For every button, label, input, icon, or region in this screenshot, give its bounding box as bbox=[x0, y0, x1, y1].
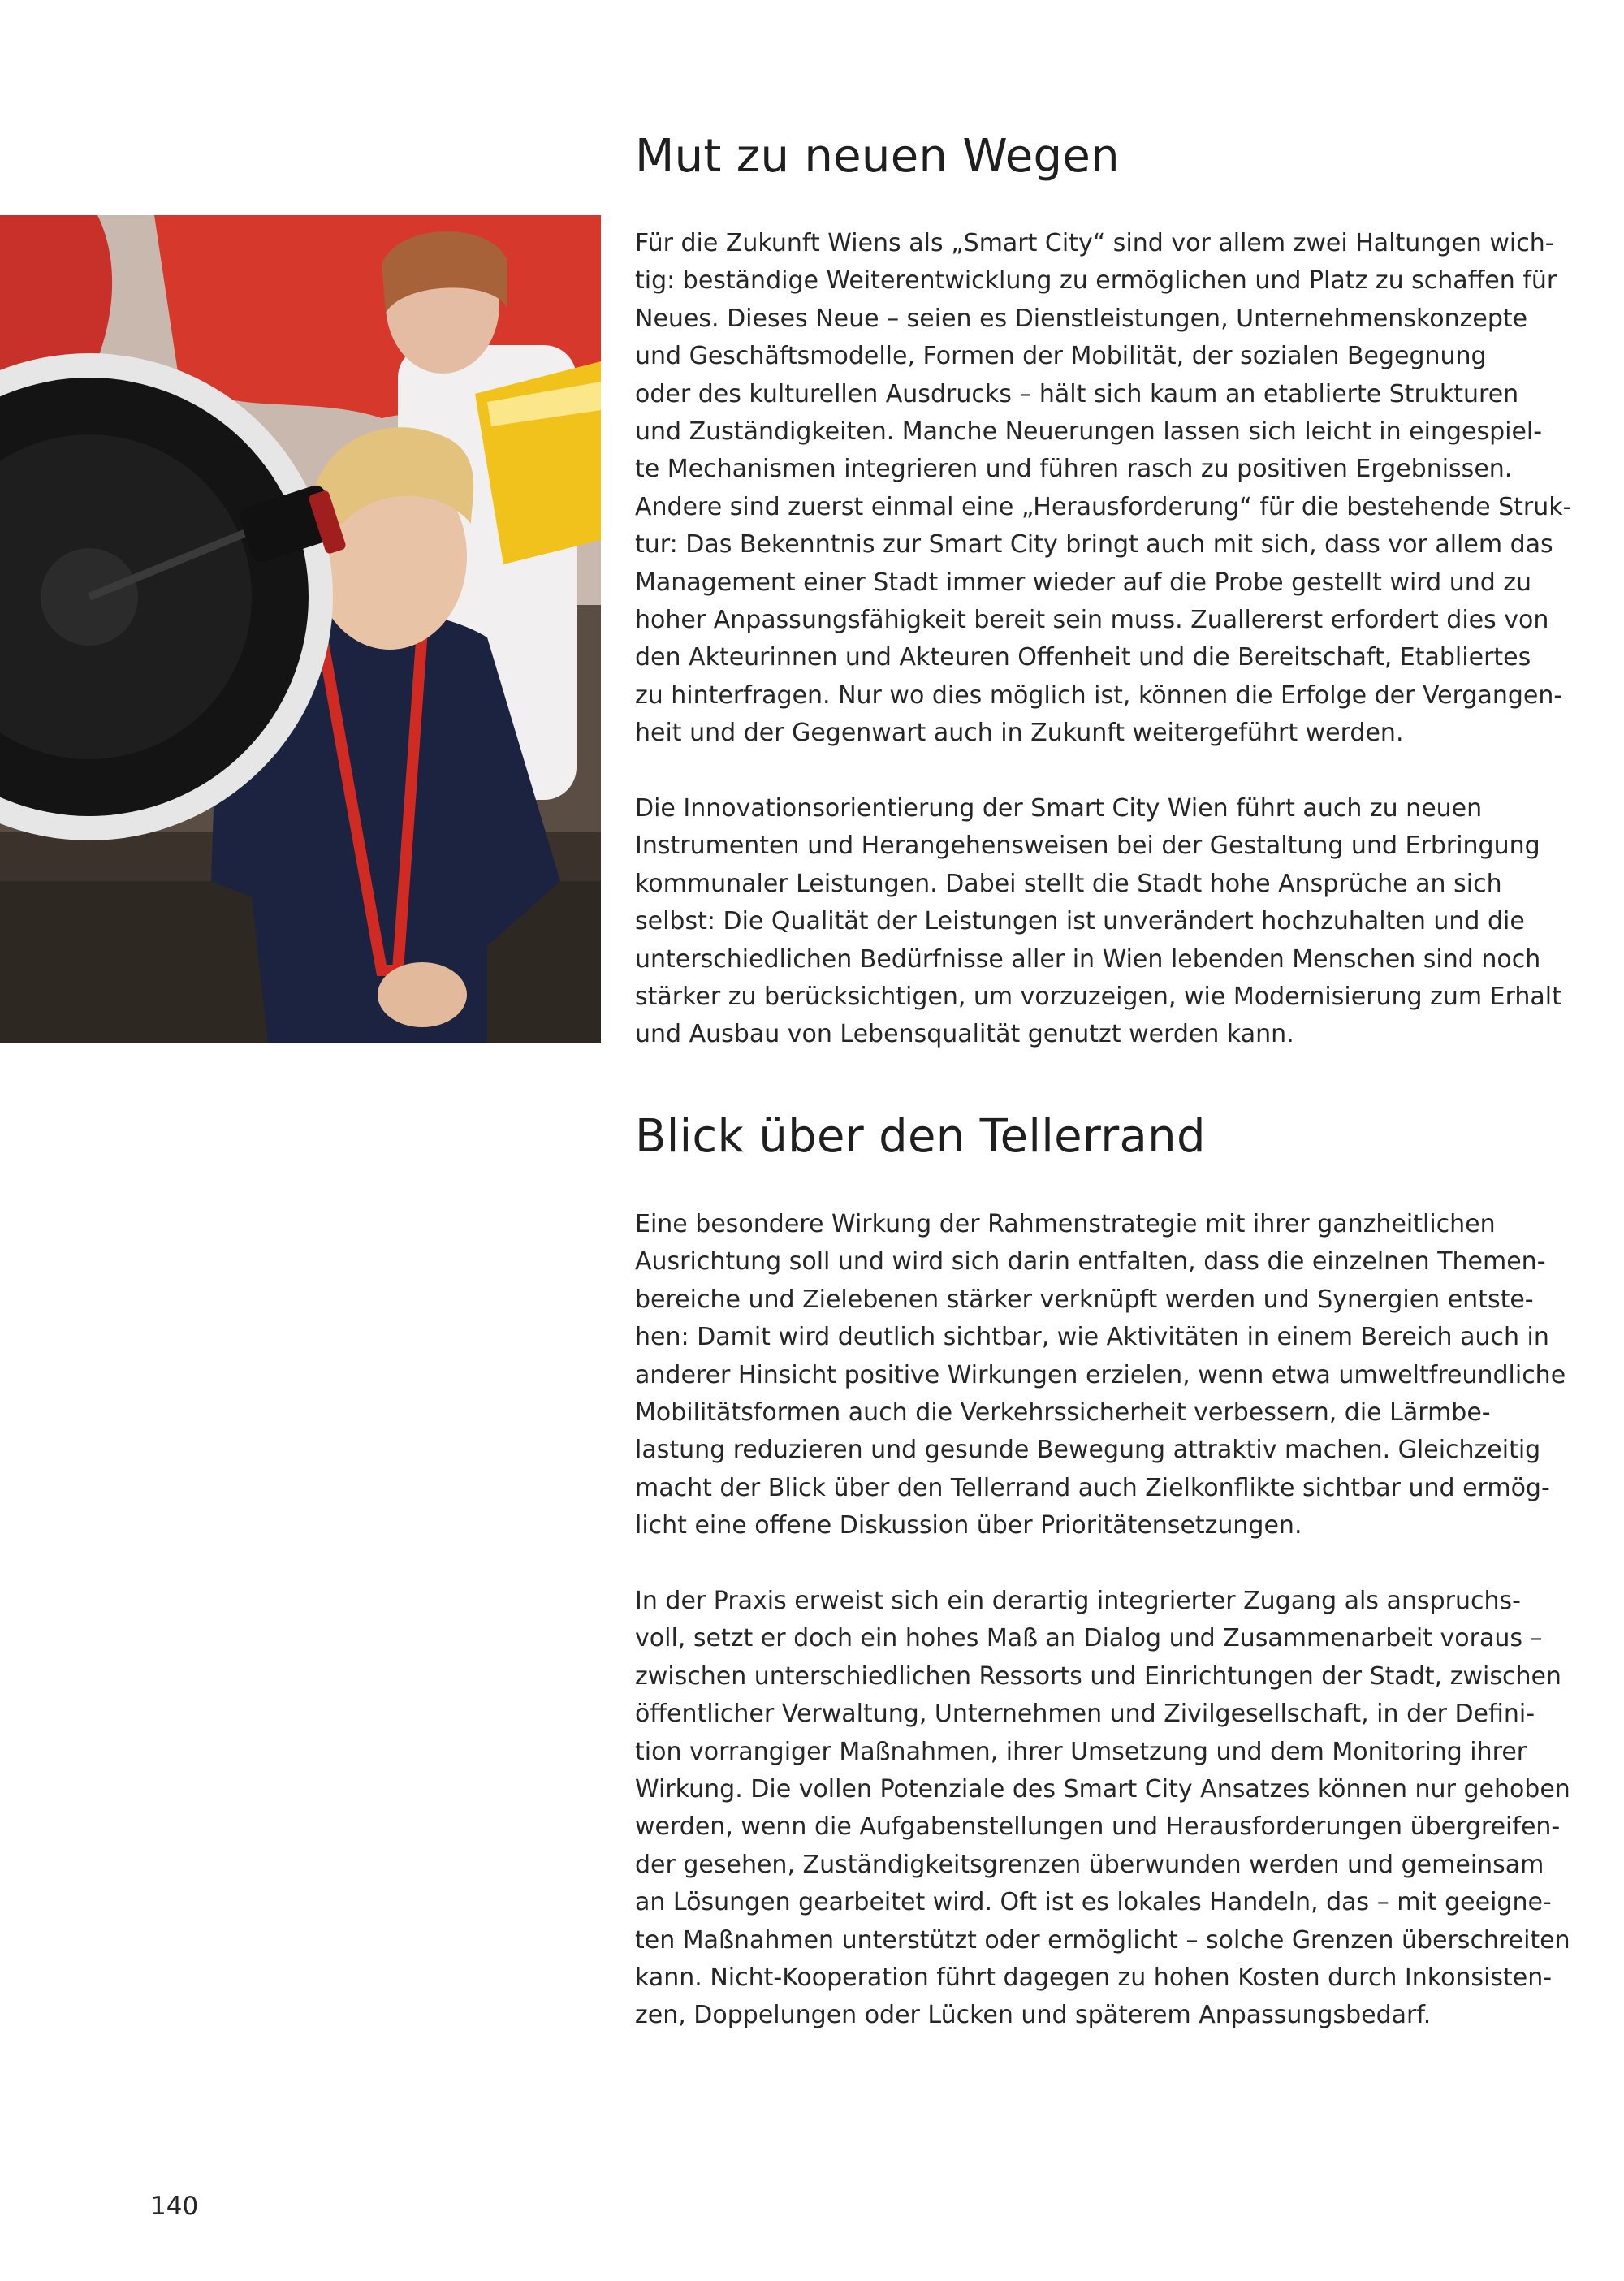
text-line: zu hinterfragen. Nur wo dies möglich ist, können die Erfolge der Vergangen- bbox=[635, 680, 1563, 710]
text-line: und Ausbau von Lebensqualität genutzt werden kann. bbox=[635, 1020, 1294, 1049]
paragraph-4 bbox=[635, 1583, 1570, 2035]
text-line: kann. Nicht-Kooperation führt dagegen zu hohen Kosten durch Inkonsisten- bbox=[635, 1963, 1553, 1993]
page-number: 140 bbox=[150, 2192, 199, 2221]
photo-telescope-boy bbox=[0, 215, 601, 1043]
text-line: hen: Damit wird deutlich sichtbar, wie Aktivitäten in einem Bereich auch in bbox=[635, 1323, 1549, 1352]
text-line: Neues. Dieses Neue – seien es Dienstleistungen, Unternehmenskonzepte bbox=[635, 304, 1528, 333]
text-line: selbst: Die Qualität der Leistungen ist unverändert hochzuhalten und die bbox=[635, 907, 1525, 936]
text-line: licht eine offene Diskussion über Prioritätensetzungen. bbox=[635, 1511, 1302, 1540]
text-line: oder des kulturellen Ausdrucks – hält sich kaum an etablierte Strukturen bbox=[635, 379, 1519, 408]
text-line: Mobilitätsformen auch die Verkehrssicherheit verbessern, die Lärmbe- bbox=[635, 1398, 1491, 1428]
text-line: tion vorrangiger Maßnahmen, ihrer Umsetzung und dem Monitoring ihrer bbox=[635, 1737, 1527, 1766]
text-line: an Lösungen gearbeitet wird. Oft ist es lokales Handeln, das – mit geeigne- bbox=[635, 1888, 1552, 1917]
text-line: lastung reduzieren und gesunde Bewegung attraktiv machen. Gleichzeitig bbox=[635, 1436, 1541, 1465]
paragraph-3 bbox=[635, 1206, 1566, 1545]
text-line: der gesehen, Zuständigkeitsgrenzen überwunden werden und gemeinsam bbox=[635, 1850, 1544, 1879]
text-line: Die Innovationsorientierung der Smart City Wien führt auch zu neuen bbox=[635, 794, 1483, 823]
text-line: und Zuständigkeiten. Manche Neuerungen lassen sich leicht in eingespiel- bbox=[635, 417, 1543, 447]
text-line: anderer Hinsicht positive Wirkungen erzielen, wenn etwa umweltfreundliche bbox=[635, 1360, 1566, 1389]
text-line: In der Praxis erweist sich ein derartig integrierter Zugang als anspruchs- bbox=[635, 1587, 1521, 1615]
text-line: bereiche und Zielebenen stärker verknüpft werden und Synergien entste- bbox=[635, 1285, 1534, 1314]
text-line: öffentlicher Verwaltung, Unternehmen und Zivilgesellschaft, in der Defini- bbox=[635, 1700, 1535, 1729]
text-line: macht der Blick über den Tellerrand auch Zielkonflikte sichtbar und ermög- bbox=[635, 1473, 1550, 1502]
text-line: werden, wenn die Aufgabenstellungen und Herausforderungen übergreifen- bbox=[635, 1812, 1561, 1842]
text-line: tur: Das Bekenntnis zur Smart City bringt auch mit sich, dass vor allem das bbox=[635, 530, 1553, 559]
text-line: Eine besondere Wirkung der Rahmenstrategie mit ihrer ganzheitlichen bbox=[635, 1210, 1496, 1238]
text-line: tig: beständige Weiterentwicklung zu ermöglichen und Platz zu schaffen für bbox=[635, 266, 1557, 296]
text-line: ten Maßnahmen unterstützt oder ermöglicht – solche Grenzen überschreiten bbox=[635, 1925, 1570, 1955]
text-line: Wirkung. Die vollen Potenziale des Smart City Ansatzes können nur gehoben bbox=[635, 1775, 1570, 1804]
photo-illustration bbox=[0, 215, 601, 1043]
heading-blick-ueber-den-tellerrand: Blick über den Tellerrand bbox=[635, 1110, 1206, 1163]
text-line: und Geschäftsmodelle, Formen der Mobilität, der sozialen Begegnung bbox=[635, 342, 1487, 371]
paragraph-1 bbox=[635, 225, 1571, 753]
text-line: den Akteurinnen und Akteuren Offenheit und die Bereitschaft, Etabliertes bbox=[635, 643, 1531, 672]
heading-mut-zu-neuen-wegen: Mut zu neuen Wegen bbox=[635, 130, 1120, 183]
text-line: Instrumenten und Herangehensweisen bei der Gestaltung und Erbringung bbox=[635, 832, 1540, 861]
paragraph-2 bbox=[635, 790, 1561, 1054]
text-line: zwischen unterschiedlichen Ressorts und Einrichtungen der Stadt, zwischen bbox=[635, 1661, 1561, 1691]
text-line: voll, setzt er doch ein hohes Maß an Dialog und Zusammenarbeit voraus – bbox=[635, 1624, 1543, 1653]
text-line: stärker zu berücksichtigen, um vorzuzeigen, wie Modernisierung zum Erhalt bbox=[635, 983, 1561, 1012]
text-line: te Mechanismen integrieren und führen rasch zu positiven Ergebnissen. bbox=[635, 455, 1513, 484]
text-line: Ausrichtung soll und wird sich darin entfalten, dass die einzelnen Themen- bbox=[635, 1247, 1546, 1277]
text-line: kommunaler Leistungen. Dabei stellt die Stadt hohe Ansprüche an sich bbox=[635, 869, 1502, 898]
text-line: Management einer Stadt immer wieder auf die Probe gestellt wird und zu bbox=[635, 568, 1532, 597]
text-line: unterschiedlichen Bedürfnisse aller in Wien lebenden Menschen sind noch bbox=[635, 944, 1541, 974]
text-line: hoher Anpassungsfähigkeit bereit sein muss. Zuallererst erfordert dies von bbox=[635, 606, 1549, 635]
text-line: heit und der Gegenwart auch in Zukunft weitergeführt werden. bbox=[635, 719, 1404, 748]
text-line: Für die Zukunft Wiens als „Smart City“ sind vor allem zwei Haltungen wich- bbox=[635, 229, 1554, 257]
text-line: Andere sind zuerst einmal eine „Herausforderung“ für die bestehende Struk- bbox=[635, 492, 1572, 521]
text-line: zen, Doppelungen oder Lücken und späterem Anpassungsbedarf. bbox=[635, 2001, 1432, 2030]
